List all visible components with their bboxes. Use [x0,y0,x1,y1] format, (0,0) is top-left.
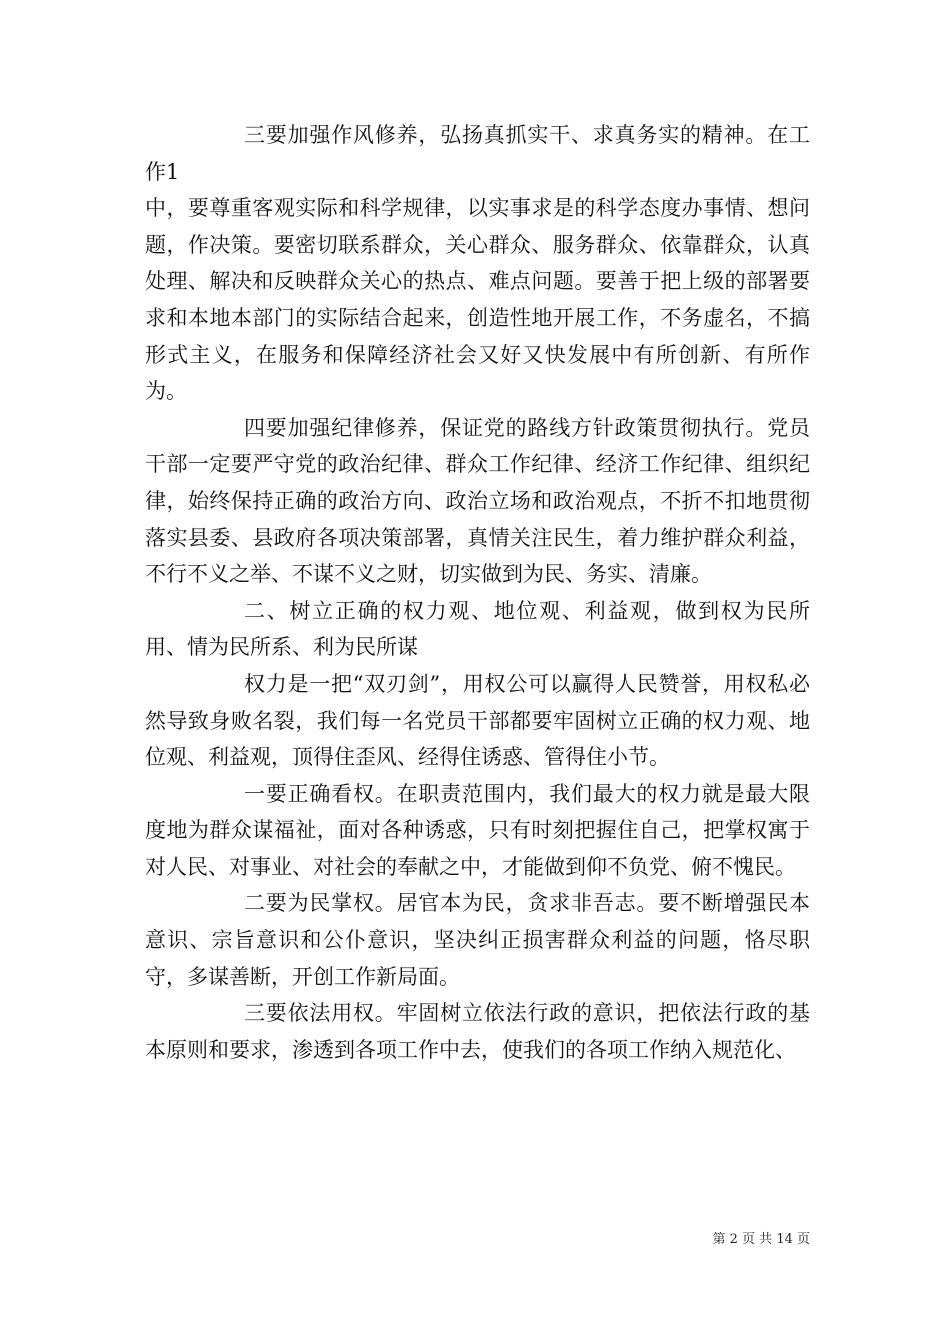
paragraph-7: 三要依法用权。牢固树立依法行政的意识，把依法行政的基本原则和要求，渗透到各项工作中去，使我们的各项工作纳入规范化、 [145,1001,810,1062]
section-heading-2: 二、树立正确的权力观、地位观、利益观，做到权为民所用、情为民所系、利为民所谋 [145,598,810,660]
paragraph-6: 二要为民掌权。居官本为民，贪求非吾志。要不断增强民本意识、宗旨意识和公仆意识，坚决纠正损害群众利益的问题，恪尽职守，多谋善断，开创工作新局面。 [145,891,810,989]
document-body [145,117,810,1068]
paragraph-3: 四要加强纪律修养，保证党的路线方针政策贯彻执行。党员干部一定要严守党的政治纪律、群众工作纪律、经济工作纪律、组织纪律，始终保持正确的政治方向、政治立场和政治观点，不折不扣地贯彻落实县委、县政府各项决策部署，真情关注民生，着力维护群众利益，不行不义之举、不谋不义之财，切实做到为民、务实、清廉。 [145,415,810,587]
page-number-footer: 第 2 页 共 14 页 [712,1232,810,1247]
paragraph-5: 一要正确看权。在职责范围内，我们最大的权力就是最大限度地为群众谋福祉，面对各种诱惑，只有时刻把握住自己，把掌权寓于对人民、对事业、对社会的奉献之中，才能做到仰不负党、俯不愧民。 [145,781,810,879]
paragraph-2: 中，要尊重客观实际和科学规律，以实事求是的科学态度办事情、想问题，作决策。要密切联系群众，关心群众、服务群众、依靠群众，认真处理、解决和反映群众关心的热点、难点问题。要善于把上级的部署要求和本地本部门的实际结合起来，创造性地开展工作，不务虚名，不搞形式主义，在服务和保障经济社会又好又快发展中有所创新、有所作为。 [145,196,810,404]
paragraph-1: 三要加强作风修养，弘扬真抓实干、求真务实的精神。在工作1 [145,123,810,184]
paragraph-4: 权力是一把“双刃剑”，用权公可以赢得人民赞誉，用权私必然导致身败名裂，我们每一名党员干部都要牢固树立正确的权力观、地位观、利益观，顶得住歪风、经得住诱惑、管得住小节。 [145,671,810,770]
